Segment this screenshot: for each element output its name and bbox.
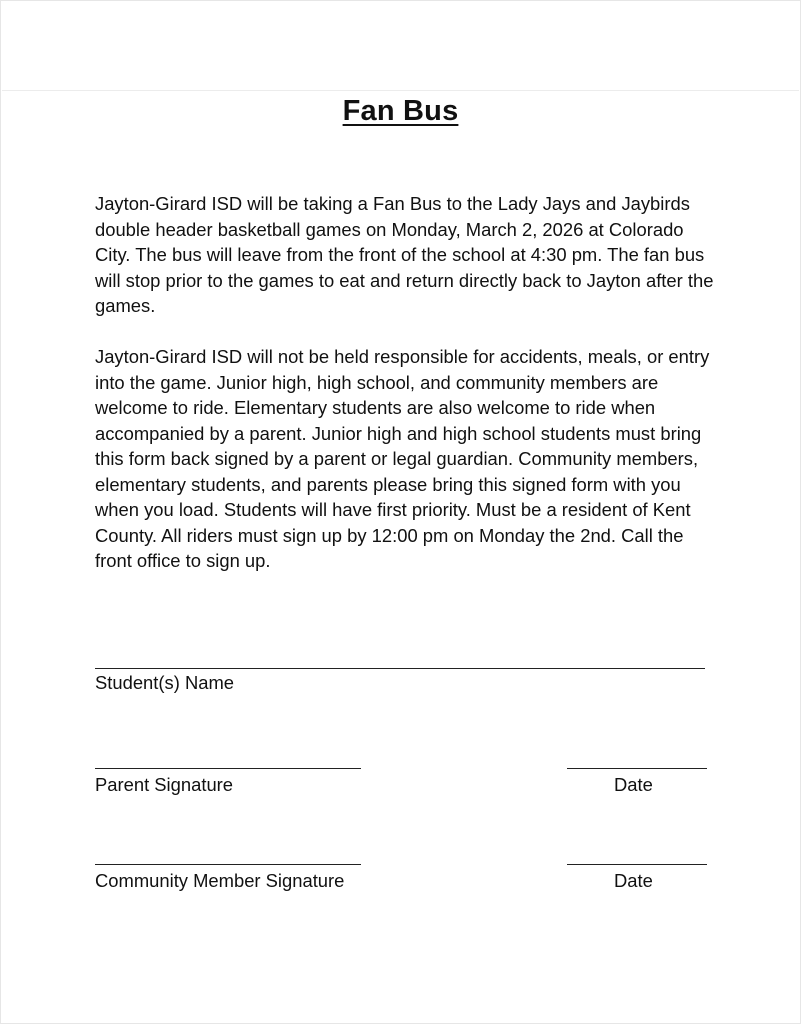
community-signature-line bbox=[95, 864, 361, 865]
policy-paragraph: Jayton-Girard ISD will not be held responsible for accidents, meals, or entry into the game. Junior high, high school, and community members are welcome to ride. Elementary students are also welcome to ride when accompanied by a parent. Junior high and high school students must bring this form back signed by a parent or legal guardian. Community members, elementary students, and parents please bring this signed form with you when you load. Students will have first priority. Must be a resident of Kent County. All riders must sign up by 12:00 pm on Monday the 2nd. Call the front office to sign up. bbox=[95, 346, 710, 571]
parent-date-line bbox=[567, 768, 707, 769]
community-signature-label: Community Member Signature bbox=[95, 870, 345, 891]
community-date-line bbox=[567, 864, 707, 865]
parent-signature-label: Parent Signature bbox=[95, 774, 234, 795]
intro-paragraph: Jayton-Girard ISD will be taking a Fan Bus to the Lady Jays and Jaybirds double header basketball games on Monday, March 2, 2026 at Colorado City. The bus will leave from the front of the school at 4:30 pm. The fan bus will stop prior to the games to eat and return directly back to Jayton after the games. bbox=[95, 193, 714, 316]
document-title: Fan Bus bbox=[342, 95, 459, 127]
page-divider bbox=[2, 90, 799, 91]
parent-date-label: Date bbox=[614, 774, 653, 795]
community-date-label: Date bbox=[614, 870, 653, 891]
student-name-label: Student(s) Name bbox=[95, 672, 235, 693]
parent-signature-line bbox=[95, 768, 361, 769]
student-name-line bbox=[95, 668, 705, 669]
